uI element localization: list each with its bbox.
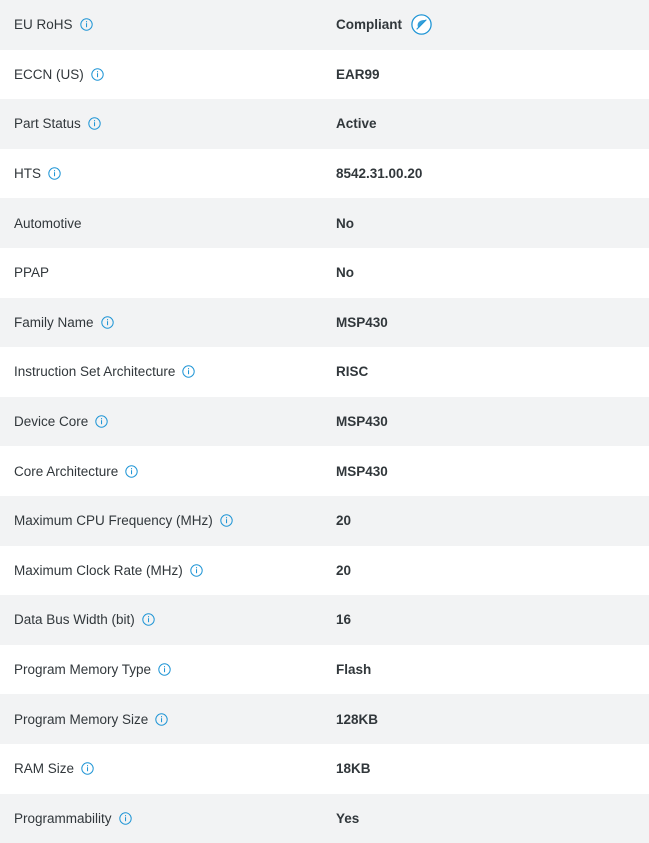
attribute-value-cell	[331, 298, 649, 348]
attribute-value-cell	[331, 347, 649, 397]
info-icon[interactable]	[182, 365, 195, 378]
table-row	[0, 99, 649, 149]
table-row	[0, 446, 649, 496]
info-icon[interactable]	[80, 18, 93, 31]
attribute-label: Program Memory Size	[14, 712, 148, 727]
attribute-label-cell	[0, 694, 331, 744]
attribute-label-cell	[0, 0, 331, 50]
attribute-value-cell	[331, 496, 649, 546]
attribute-value: No	[336, 265, 354, 280]
attribute-label-cell	[0, 198, 331, 248]
attribute-value: EAR99	[336, 67, 380, 82]
table-row	[0, 347, 649, 397]
attribute-label-cell	[0, 99, 331, 149]
rohs-leaf-badge-icon[interactable]	[411, 14, 432, 35]
attribute-label: Automotive	[14, 216, 82, 231]
attribute-label: Programmability	[14, 811, 112, 826]
attribute-label-cell	[0, 446, 331, 496]
attribute-value-cell	[331, 645, 649, 695]
table-row	[0, 248, 649, 298]
info-icon[interactable]	[81, 762, 94, 775]
attribute-label: Device Core	[14, 414, 88, 429]
attribute-label: Maximum CPU Frequency (MHz)	[14, 513, 213, 528]
attribute-value: 20	[336, 563, 351, 578]
attribute-value: No	[336, 216, 354, 231]
attribute-value: RISC	[336, 364, 368, 379]
attribute-value: MSP430	[336, 315, 388, 330]
info-icon[interactable]	[95, 415, 108, 428]
info-icon[interactable]	[220, 514, 233, 527]
attribute-value-cell	[331, 397, 649, 447]
attribute-value: Active	[336, 116, 377, 131]
table-row	[0, 496, 649, 546]
attribute-value: 8542.31.00.20	[336, 166, 422, 181]
attribute-label-cell	[0, 347, 331, 397]
attribute-label: Part Status	[14, 116, 81, 131]
attribute-value: 128KB	[336, 712, 378, 727]
attribute-value-cell	[331, 99, 649, 149]
attribute-value: Compliant	[336, 17, 402, 32]
attribute-label-cell	[0, 546, 331, 596]
info-icon[interactable]	[101, 316, 114, 329]
info-icon[interactable]	[190, 564, 203, 577]
info-icon[interactable]	[48, 167, 61, 180]
attribute-label: Instruction Set Architecture	[14, 364, 175, 379]
attribute-label: HTS	[14, 166, 41, 181]
info-icon[interactable]	[155, 713, 168, 726]
attribute-label-cell	[0, 248, 331, 298]
attribute-label: Core Architecture	[14, 464, 118, 479]
attribute-value-cell	[331, 198, 649, 248]
table-row	[0, 149, 649, 199]
attribute-value-cell	[331, 744, 649, 794]
attribute-label: Data Bus Width (bit)	[14, 612, 135, 627]
table-row	[0, 298, 649, 348]
attribute-label-cell	[0, 298, 331, 348]
attribute-value-cell	[331, 694, 649, 744]
table-row	[0, 397, 649, 447]
attribute-label-cell	[0, 50, 331, 100]
attribute-label: EU RoHS	[14, 17, 73, 32]
attribute-label-cell	[0, 595, 331, 645]
attribute-label: RAM Size	[14, 761, 74, 776]
table-row	[0, 50, 649, 100]
table-row	[0, 0, 649, 50]
attribute-value: Yes	[336, 811, 359, 826]
attribute-label: Maximum Clock Rate (MHz)	[14, 563, 183, 578]
attribute-value: 20	[336, 513, 351, 528]
table-row	[0, 595, 649, 645]
attribute-label-cell	[0, 397, 331, 447]
attribute-label-cell	[0, 496, 331, 546]
info-icon[interactable]	[88, 117, 101, 130]
info-icon[interactable]	[125, 465, 138, 478]
attribute-value: 16	[336, 612, 351, 627]
attribute-value-cell	[331, 794, 649, 843]
attribute-value-cell	[331, 546, 649, 596]
table-row	[0, 546, 649, 596]
attribute-label-cell	[0, 149, 331, 199]
table-row	[0, 794, 649, 843]
info-icon[interactable]	[91, 68, 104, 81]
attribute-value: Flash	[336, 662, 371, 677]
attribute-label: Family Name	[14, 315, 94, 330]
attribute-value-cell	[331, 50, 649, 100]
info-icon[interactable]	[142, 613, 155, 626]
attribute-value-cell	[331, 0, 649, 50]
attribute-value-cell	[331, 248, 649, 298]
attribute-value-cell	[331, 446, 649, 496]
table-row	[0, 744, 649, 794]
table-row	[0, 694, 649, 744]
attribute-value-cell	[331, 149, 649, 199]
attribute-label-cell	[0, 794, 331, 843]
info-icon[interactable]	[158, 663, 171, 676]
attribute-label: PPAP	[14, 265, 49, 280]
attribute-value: 18KB	[336, 761, 371, 776]
table-row	[0, 198, 649, 248]
info-icon[interactable]	[119, 812, 132, 825]
table-row	[0, 645, 649, 695]
attribute-value: MSP430	[336, 414, 388, 429]
attribute-label: Program Memory Type	[14, 662, 151, 677]
attribute-value: MSP430	[336, 464, 388, 479]
attribute-label-cell	[0, 645, 331, 695]
attribute-label: ECCN (US)	[14, 67, 84, 82]
attribute-value-cell	[331, 595, 649, 645]
attribute-label-cell	[0, 744, 331, 794]
